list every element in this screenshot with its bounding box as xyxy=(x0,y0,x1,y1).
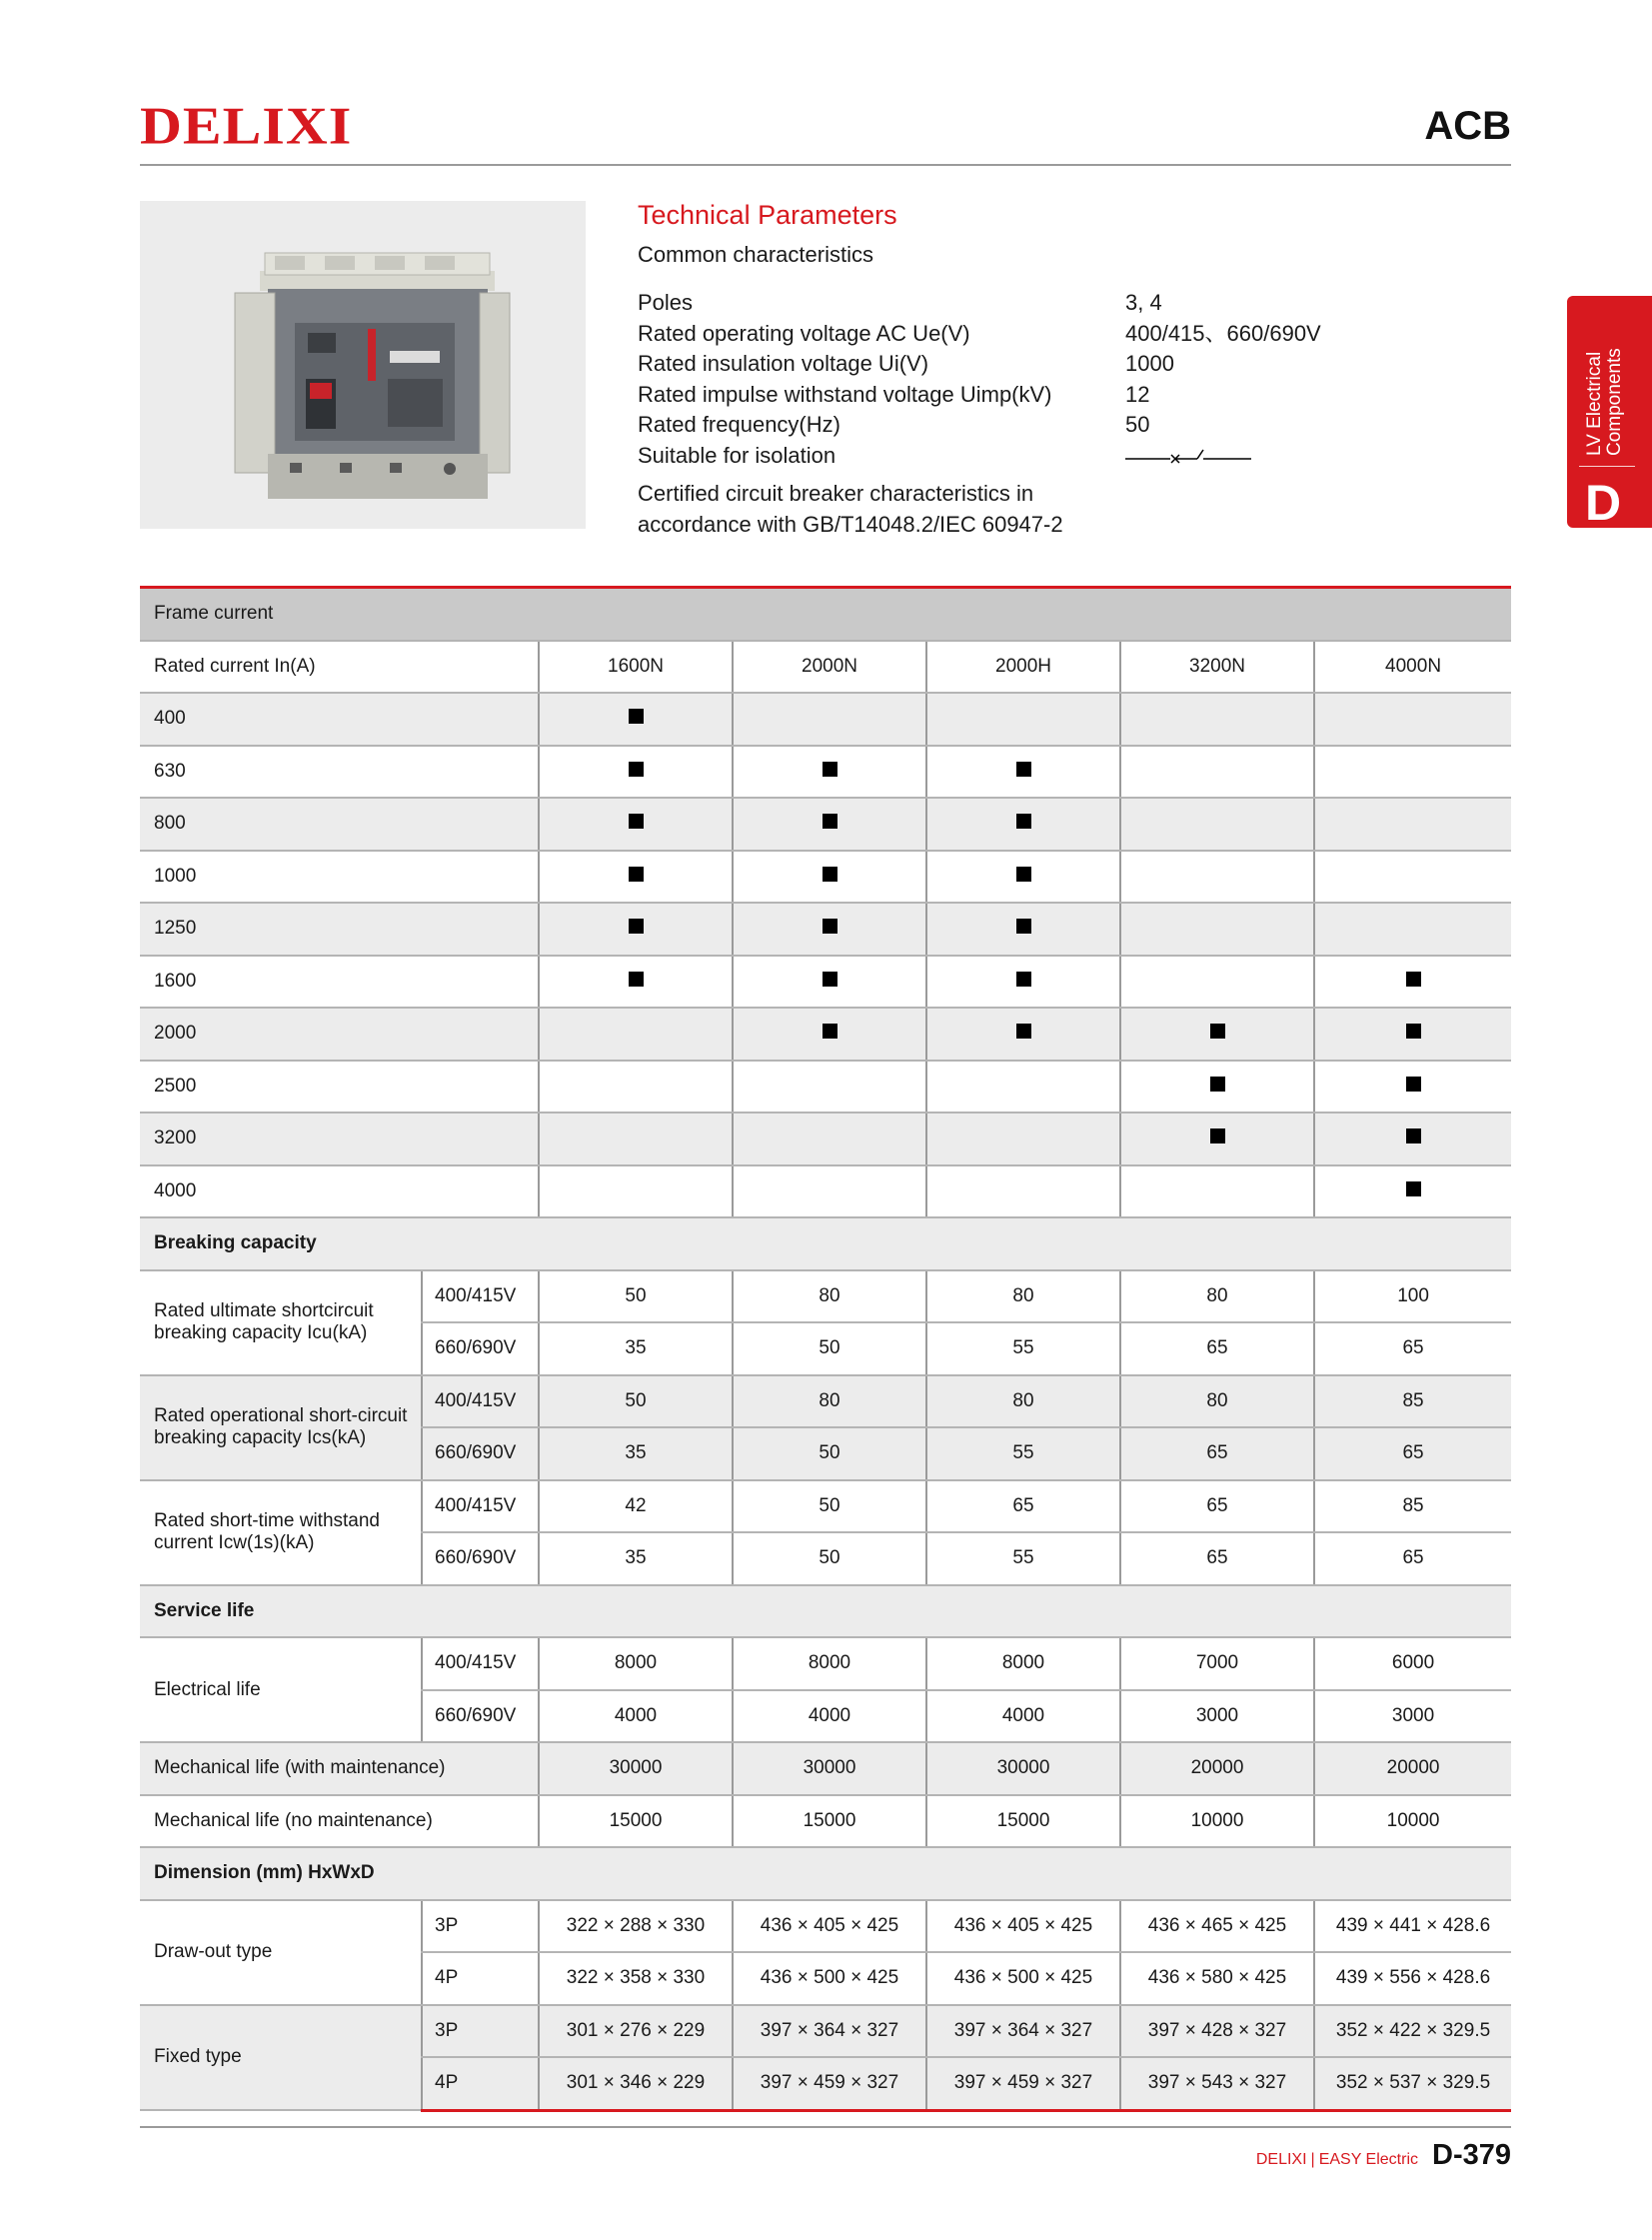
availability-cell xyxy=(539,903,733,956)
table-cell: 397 × 543 × 327 xyxy=(1120,2057,1314,2110)
available-square-icon xyxy=(629,814,644,829)
availability-cell xyxy=(1120,903,1314,956)
spec-row xyxy=(638,319,1337,350)
table-cell: 50 xyxy=(539,1270,733,1323)
table-cell: 439 × 441 × 428.6 xyxy=(1314,1900,1511,1953)
availability-cell xyxy=(539,746,733,799)
table-cell: 4000 xyxy=(539,1690,733,1743)
available-square-icon xyxy=(629,867,644,882)
availability-cell xyxy=(1314,1061,1511,1114)
available-square-icon xyxy=(629,972,644,987)
voltage-label: 660/690V xyxy=(422,1427,539,1480)
product-photo xyxy=(140,201,586,529)
table-cell: 436 × 500 × 425 xyxy=(733,1952,926,2005)
availability-cell xyxy=(1314,798,1511,851)
spec-value: 3, 4 xyxy=(1125,290,1162,315)
rated-current-label: Rated current In(A) xyxy=(140,641,539,694)
table-cell: 436 × 465 × 425 xyxy=(1120,1900,1314,1953)
current-row xyxy=(140,693,1511,746)
spec-value: 12 xyxy=(1125,381,1150,407)
current-row xyxy=(140,903,1511,956)
available-square-icon xyxy=(1406,1024,1421,1039)
mech-life-no-label: Mechanical life (no maintenance) xyxy=(140,1795,539,1848)
availability-cell xyxy=(1120,851,1314,904)
dimension-header: Dimension (mm) HxWxD xyxy=(140,1847,1511,1900)
table-cell: 352 × 537 × 329.5 xyxy=(1314,2057,1511,2110)
availability-cell xyxy=(1314,956,1511,1009)
table-cell: 352 × 422 × 329.5 xyxy=(1314,2005,1511,2058)
available-square-icon xyxy=(1210,1024,1225,1039)
table-cell: 35 xyxy=(539,1532,733,1585)
available-square-icon xyxy=(1406,972,1421,987)
voltage-label: 400/415V xyxy=(422,1375,539,1428)
table-cell: 85 xyxy=(1314,1375,1511,1428)
availability-cell xyxy=(1120,1061,1314,1114)
availability-cell xyxy=(539,1008,733,1061)
availability-cell xyxy=(733,851,926,904)
current-row xyxy=(140,798,1511,851)
voltage-label: 400/415V xyxy=(422,1480,539,1533)
poles-label: 4P xyxy=(422,2057,539,2110)
available-square-icon xyxy=(1406,1181,1421,1196)
table-cell: 20000 xyxy=(1120,1742,1314,1795)
availability-cell xyxy=(539,1061,733,1114)
spec-value xyxy=(1125,479,1337,510)
table-cell: 322 × 358 × 330 xyxy=(539,1952,733,2005)
availability-cell xyxy=(1314,693,1511,746)
voltage-label: 660/690V xyxy=(422,1532,539,1585)
table-cell: 65 xyxy=(1120,1322,1314,1375)
table-cell: 50 xyxy=(733,1480,926,1533)
spec-label: Certified circuit breaker characteristics in xyxy=(638,481,1034,506)
current-value-label: 800 xyxy=(140,798,539,851)
current-value-label: 1000 xyxy=(140,851,539,904)
current-row xyxy=(140,1061,1511,1114)
table-cell: 397 × 428 × 327 xyxy=(1120,2005,1314,2058)
specification-table xyxy=(140,586,1511,2112)
availability-cell xyxy=(733,746,926,799)
table-cell: 80 xyxy=(733,1270,926,1323)
table-cell: 55 xyxy=(926,1427,1120,1480)
table-cell: 65 xyxy=(1314,1427,1511,1480)
availability-cell xyxy=(733,1061,926,1114)
available-square-icon xyxy=(823,867,837,882)
table-cell: 50 xyxy=(733,1322,926,1375)
table-cell: 322 × 288 × 330 xyxy=(539,1900,733,1953)
table-cell: 65 xyxy=(1120,1532,1314,1585)
delixi-logo: DELIXI xyxy=(140,95,353,156)
ics-label: Rated operational short-circuit breaking capacity Ics(kA) xyxy=(140,1375,422,1480)
availability-cell xyxy=(1120,798,1314,851)
availability-cell xyxy=(539,851,733,904)
availability-cell xyxy=(1120,1008,1314,1061)
table-cell: 436 × 580 × 425 xyxy=(1120,1952,1314,2005)
availability-cell xyxy=(733,1008,926,1061)
service-life-header: Service life xyxy=(140,1585,1511,1638)
availability-cell xyxy=(926,798,1120,851)
frame-2000h: 2000H xyxy=(926,641,1120,694)
availability-cell xyxy=(926,1165,1120,1218)
availability-cell xyxy=(1314,1113,1511,1165)
table-cell: 15000 xyxy=(926,1795,1120,1848)
available-square-icon xyxy=(629,709,644,724)
current-value-label: 4000 xyxy=(140,1165,539,1218)
table-cell: 42 xyxy=(539,1480,733,1533)
voltage-label: 660/690V xyxy=(422,1322,539,1375)
current-value-label: 1600 xyxy=(140,956,539,1009)
electrical-life-label: Electrical life xyxy=(140,1637,422,1742)
available-square-icon xyxy=(1016,972,1031,987)
table-cell: 65 xyxy=(1120,1480,1314,1533)
table-cell: 50 xyxy=(539,1375,733,1428)
table-cell: 436 × 405 × 425 xyxy=(926,1900,1120,1953)
frame-current-header: Frame current xyxy=(140,588,1511,641)
voltage-label: 400/415V xyxy=(422,1270,539,1323)
spec-label: accordance with GB/T14048.2/IEC 60947-2 xyxy=(638,511,1063,537)
availability-cell xyxy=(733,693,926,746)
spec-label: Rated operating voltage AC Ue(V) xyxy=(638,320,970,346)
availability-cell xyxy=(926,1008,1120,1061)
table-cell: 30000 xyxy=(926,1742,1120,1795)
table-cell: 397 × 364 × 327 xyxy=(733,2005,926,2058)
spec-label: Poles xyxy=(638,290,694,315)
availability-cell xyxy=(926,1061,1120,1114)
icw-label: Rated short-time withstand current Icw(1s)(kA) xyxy=(140,1480,422,1585)
spec-row xyxy=(638,349,1337,380)
side-tab-line1: LV Electrical xyxy=(1584,351,1605,456)
table-cell: 10000 xyxy=(1314,1795,1511,1848)
isolation-switch-icon xyxy=(1125,441,1255,471)
footer-separator: | xyxy=(1310,2151,1315,2168)
table-cell: 30000 xyxy=(539,1742,733,1795)
available-square-icon xyxy=(1016,814,1031,829)
availability-cell xyxy=(539,798,733,851)
table-cell: 3000 xyxy=(1314,1690,1511,1743)
current-row xyxy=(140,956,1511,1009)
table-cell: 439 × 556 × 428.6 xyxy=(1314,1952,1511,2005)
table-cell: 397 × 364 × 327 xyxy=(926,2005,1120,2058)
icu-label: Rated ultimate shortcircuit breaking capacity Icu(kA) xyxy=(140,1270,422,1375)
spec-value: 50 xyxy=(1125,412,1150,437)
poles-label: 3P xyxy=(422,1900,539,1953)
spec-row xyxy=(638,288,1337,319)
spec-row xyxy=(638,410,1337,441)
table-cell: 85 xyxy=(1314,1480,1511,1533)
availability-cell xyxy=(733,1113,926,1165)
available-square-icon xyxy=(823,762,837,777)
category-title: ACB xyxy=(1424,104,1511,148)
table-cell: 65 xyxy=(1314,1532,1511,1585)
common-characteristics-subtitle: Common characteristics xyxy=(638,242,873,267)
availability-cell xyxy=(1120,746,1314,799)
table-cell: 8000 xyxy=(926,1637,1120,1690)
table-cell: 4000 xyxy=(733,1690,926,1743)
availability-cell xyxy=(733,798,926,851)
available-square-icon xyxy=(1016,762,1031,777)
current-row xyxy=(140,1165,1511,1218)
spec-label: Rated insulation voltage Ui(V) xyxy=(638,351,929,376)
availability-cell xyxy=(1120,693,1314,746)
table-cell: 4000 xyxy=(926,1690,1120,1743)
table-cell: 80 xyxy=(1120,1375,1314,1428)
table-cell: 55 xyxy=(926,1322,1120,1375)
poles-label: 3P xyxy=(422,2005,539,2058)
frame-2000n: 2000N xyxy=(733,641,926,694)
current-value-label: 400 xyxy=(140,693,539,746)
availability-cell xyxy=(539,693,733,746)
availability-cell xyxy=(733,903,926,956)
technical-parameters-title: Technical Parameters xyxy=(638,200,897,230)
page-footer xyxy=(1256,2139,1511,2172)
spec-label: Suitable for isolation xyxy=(638,442,836,468)
availability-cell xyxy=(539,1113,733,1165)
table-cell: 55 xyxy=(926,1532,1120,1585)
available-square-icon xyxy=(1406,1077,1421,1092)
table-cell: 3000 xyxy=(1120,1690,1314,1743)
table-cell: 65 xyxy=(1314,1322,1511,1375)
availability-cell xyxy=(733,956,926,1009)
availability-cell xyxy=(1314,746,1511,799)
table-cell: 65 xyxy=(926,1480,1120,1533)
table-cell: 20000 xyxy=(1314,1742,1511,1795)
footer-divider xyxy=(140,2126,1511,2128)
drawout-type-label: Draw-out type xyxy=(140,1900,422,2005)
frame-3200n: 3200N xyxy=(1120,641,1314,694)
availability-cell xyxy=(1120,956,1314,1009)
availability-cell xyxy=(1120,1113,1314,1165)
table-cell: 436 × 405 × 425 xyxy=(733,1900,926,1953)
table-cell: 80 xyxy=(733,1375,926,1428)
available-square-icon xyxy=(823,814,837,829)
table-cell: 397 × 459 × 327 xyxy=(733,2057,926,2110)
current-row xyxy=(140,851,1511,904)
poles-label: 4P xyxy=(422,1952,539,2005)
table-cell: 65 xyxy=(1120,1427,1314,1480)
availability-cell xyxy=(926,903,1120,956)
spec-row xyxy=(638,510,1337,541)
table-cell: 436 × 500 × 425 xyxy=(926,1952,1120,2005)
spec-value: 1000 xyxy=(1125,351,1174,376)
current-row xyxy=(140,1008,1511,1061)
table-cell: 80 xyxy=(926,1375,1120,1428)
spec-row xyxy=(638,380,1337,411)
current-row xyxy=(140,746,1511,799)
availability-cell xyxy=(1314,1008,1511,1061)
current-value-label: 3200 xyxy=(140,1113,539,1165)
table-cell: 100 xyxy=(1314,1270,1511,1323)
current-rows xyxy=(140,693,1511,1217)
side-tab-label xyxy=(1585,348,1625,456)
availability-cell xyxy=(926,956,1120,1009)
current-value-label: 1250 xyxy=(140,903,539,956)
table-cell: 50 xyxy=(733,1427,926,1480)
availability-cell xyxy=(1120,1165,1314,1218)
availability-cell xyxy=(1314,851,1511,904)
table-cell: 301 × 346 × 229 xyxy=(539,2057,733,2110)
availability-cell xyxy=(926,851,1120,904)
table-cell: 7000 xyxy=(1120,1637,1314,1690)
table-cell: 10000 xyxy=(1120,1795,1314,1848)
side-tab-line2: Components xyxy=(1604,348,1625,456)
section-letter: D xyxy=(1585,475,1622,531)
spec-row xyxy=(638,441,1337,480)
spec-label: Rated frequency(Hz) xyxy=(638,412,840,437)
table-cell: 35 xyxy=(539,1322,733,1375)
table-cell: 8000 xyxy=(733,1637,926,1690)
rated-current-row xyxy=(140,641,1511,694)
availability-cell xyxy=(733,1165,926,1218)
spec-value xyxy=(1125,510,1337,541)
acb-breaker-image xyxy=(140,201,586,529)
page-number: D-379 xyxy=(1432,2139,1511,2171)
breaking-capacity-header: Breaking capacity xyxy=(140,1217,1511,1270)
available-square-icon xyxy=(1016,867,1031,882)
available-square-icon xyxy=(823,972,837,987)
footer-brand: DELIXI xyxy=(1255,2151,1307,2168)
table-cell: 6000 xyxy=(1314,1637,1511,1690)
table-cell: 30000 xyxy=(733,1742,926,1795)
side-tab-divider xyxy=(1579,466,1635,467)
available-square-icon xyxy=(1016,919,1031,934)
table-cell: 80 xyxy=(926,1270,1120,1323)
voltage-label: 660/690V xyxy=(422,1690,539,1743)
frame-1600n: 1600N xyxy=(539,641,733,694)
available-square-icon xyxy=(1210,1128,1225,1143)
available-square-icon xyxy=(629,762,644,777)
availability-cell xyxy=(926,746,1120,799)
isolation-symbol xyxy=(1125,441,1337,480)
table-cell: 15000 xyxy=(539,1795,733,1848)
section-side-tab xyxy=(1567,296,1652,531)
table-cell: 301 × 276 × 229 xyxy=(539,2005,733,2058)
current-row xyxy=(140,1113,1511,1165)
header-divider xyxy=(140,164,1511,166)
available-square-icon xyxy=(629,919,644,934)
available-square-icon xyxy=(1406,1128,1421,1143)
availability-cell xyxy=(539,956,733,1009)
table-cell: 15000 xyxy=(733,1795,926,1848)
availability-cell xyxy=(1314,903,1511,956)
available-square-icon xyxy=(823,919,837,934)
available-square-icon xyxy=(823,1024,837,1039)
voltage-label: 400/415V xyxy=(422,1637,539,1690)
available-square-icon xyxy=(1016,1024,1031,1039)
spec-label: Rated impulse withstand voltage Uimp(kV) xyxy=(638,381,1052,407)
spec-row xyxy=(638,479,1337,510)
fixed-type-label: Fixed type xyxy=(140,2005,422,2111)
availability-cell xyxy=(539,1165,733,1218)
current-value-label: 2000 xyxy=(140,1008,539,1061)
current-value-label: 630 xyxy=(140,746,539,799)
availability-cell xyxy=(926,1113,1120,1165)
table-cell: 397 × 459 × 327 xyxy=(926,2057,1120,2110)
availability-cell xyxy=(1314,1165,1511,1218)
mech-life-with-label: Mechanical life (with maintenance) xyxy=(140,1742,539,1795)
availability-cell xyxy=(926,693,1120,746)
spec-value: 400/415、660/690V xyxy=(1125,320,1321,346)
footer-subbrand: EASY Electric xyxy=(1318,2151,1418,2168)
frame-4000n: 4000N xyxy=(1314,641,1511,694)
table-cell: 80 xyxy=(1120,1270,1314,1323)
available-square-icon xyxy=(1210,1077,1225,1092)
table-cell: 35 xyxy=(539,1427,733,1480)
current-value-label: 2500 xyxy=(140,1061,539,1114)
table-cell: 8000 xyxy=(539,1637,733,1690)
table-cell: 50 xyxy=(733,1532,926,1585)
spec-list xyxy=(638,288,1337,540)
